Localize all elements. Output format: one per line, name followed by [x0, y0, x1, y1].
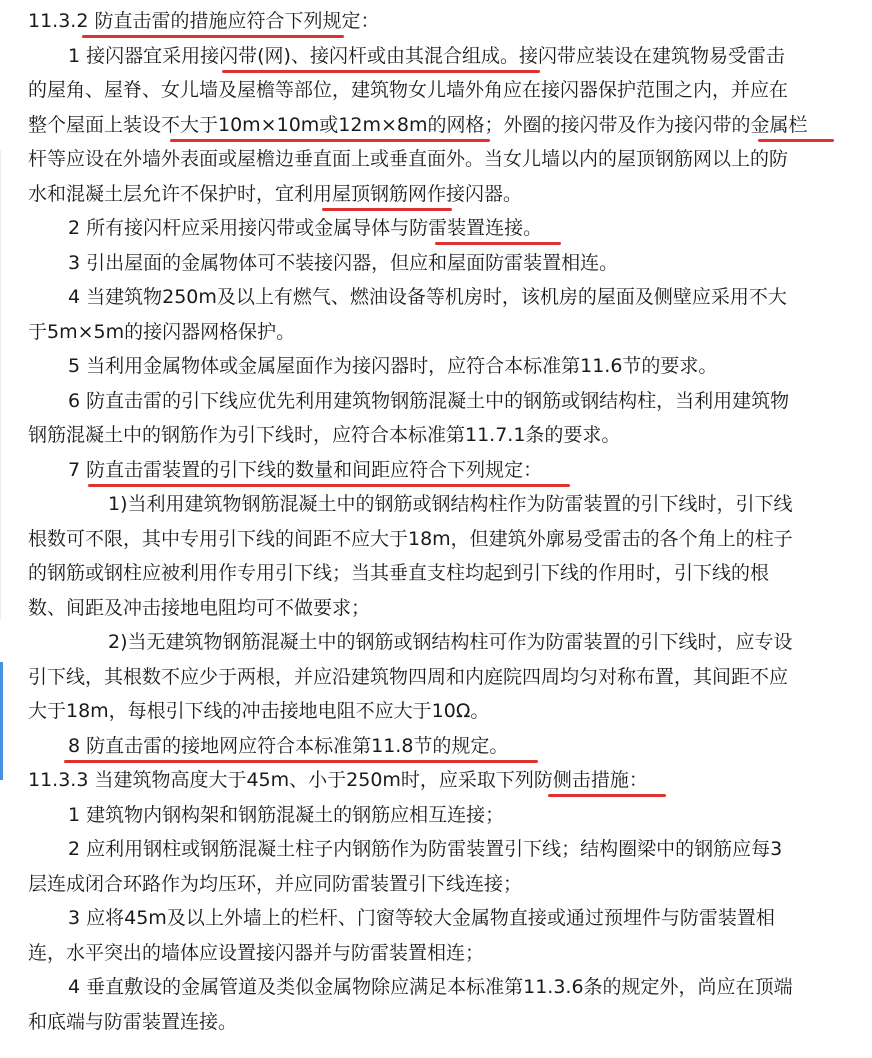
- text-line: 2 所有接闪杆应采用接闪带或金属导体与防雷装置连接。: [68, 217, 543, 239]
- red-underline: [222, 70, 540, 73]
- red-underline: [322, 208, 452, 211]
- text-line: 整个屋面上装设不大于10m×10m或12m×8m的网格；外圈的接闪带及作为接闪带的金属栏: [28, 113, 808, 136]
- text-line: 3 引出屋面的金属物体可不装接闪器，但应和屋面防雷装置相连。: [68, 251, 619, 274]
- red-underline: [82, 35, 344, 38]
- red-underline: [64, 760, 538, 763]
- text-line: 4 垂直敷设的金属管道及类似金属物除应满足本标准第11.3.6条的规定外，尚应在顶端: [68, 976, 793, 998]
- red-underline: [88, 484, 570, 487]
- text-line: 8 防直击雷的接地网应符合本标准第11.8节的规定。: [68, 734, 509, 757]
- text-line: 4 当建筑物250m及以上有燃气、燃油设备等机房时，该机房的屋面及侧壁应采用不大: [68, 286, 787, 308]
- text-line: 6 防直击雷的引下线应优先利用建筑物钢筋混凝土中的钢筋或钢结构柱，当利用建筑物: [68, 389, 790, 412]
- selection-indicator: [0, 662, 3, 780]
- text-line: 11.3.2 防直击雷的措施应符合下列规定：: [28, 10, 380, 32]
- red-underline: [758, 139, 834, 142]
- red-underline: [548, 794, 666, 797]
- text-line: 水和混凝土层允许不保护时，宜利用屋顶钢筋网作接闪器。: [28, 182, 523, 205]
- red-underline: [170, 139, 490, 142]
- text-line: 杆等应设在外墙外表面或屋檐边垂直面上或垂直面外。当女儿墙以内的屋顶钢筋网以上的防: [28, 148, 789, 170]
- text-line: 2)当无建筑物钢筋混凝土中的钢筋或钢结构柱可作为防雷装置的引下线时，应专设: [108, 631, 793, 653]
- scroll-track: [0, 150, 1, 620]
- text-line: 连，水平突出的墙体应设置接闪器并与防雷装置相连；: [28, 941, 485, 964]
- text-line: 5 当利用金属物体或金属屋面作为接闪器时，应符合本标准第11.6节的要求。: [68, 355, 718, 377]
- red-underline: [435, 242, 561, 245]
- text-line: 11.3.3 当建筑物高度大于45m、小于250m时，应采取下列防侧击措施：: [28, 769, 648, 791]
- text-line: 大于18m，每根引下线的冲击接地电阻不应大于10Ω。: [28, 700, 490, 722]
- text-line: 1)当利用建筑物钢筋混凝土中的钢筋或钢结构柱作为防雷装置的引下线时，引下线: [108, 493, 793, 515]
- text-line: 层连成闭合环路作为均压环，并应同防雷装置引下线连接；: [28, 872, 523, 895]
- text-line: 2 应利用钢柱或钢筋混凝土柱子内钢筋作为防雷装置引下线；结构圈梁中的钢筋应每3: [68, 838, 783, 860]
- text-line: 于5m×5m的接闪器网格保护。: [28, 320, 296, 343]
- text-line: 1 建筑物内钢构架和钢筋混凝土的钢筋应相互连接；: [68, 803, 505, 826]
- text-line: 数、间距及冲击接地电阻均可不做要求；: [28, 596, 371, 619]
- text-line: 根数可不限，其中专用引下线的间距不应大于18m，但建筑外廓易受雷击的各个角上的柱子: [28, 527, 793, 550]
- text-line: 的钢筋或钢柱应被利用作专用引下线；当其垂直支柱均起到引下线的作用时，引下线的根: [28, 562, 770, 584]
- text-line: 3 应将45m及以上外墙上的栏杆、门窗等较大金属物直接或通过预埋件与防雷装置相: [68, 907, 775, 929]
- text-line: 的屋角、屋脊、女儿墙及屋檐等部位，建筑物女儿墙外角应在接闪器保护范围之内，并应在: [28, 79, 789, 101]
- text-line: 钢筋混凝土中的钢筋作为引下线时，应符合本标准第11.7.1条的要求。: [28, 424, 621, 446]
- text-line: 和底端与防雷装置连接。: [28, 1010, 238, 1033]
- text-line: 1 接闪器宜采用接闪带(网)、接闪杆或由其混合组成。接闪带应装设在建筑物易受雷击: [68, 44, 785, 67]
- text-line: 7 防直击雷装置的引下线的数量和间距应符合下列规定：: [68, 458, 543, 481]
- text-line: 引下线，其根数不应少于两根，并应沿建筑物四周和内庭院四周均匀对称布置，其间距不应: [28, 665, 789, 688]
